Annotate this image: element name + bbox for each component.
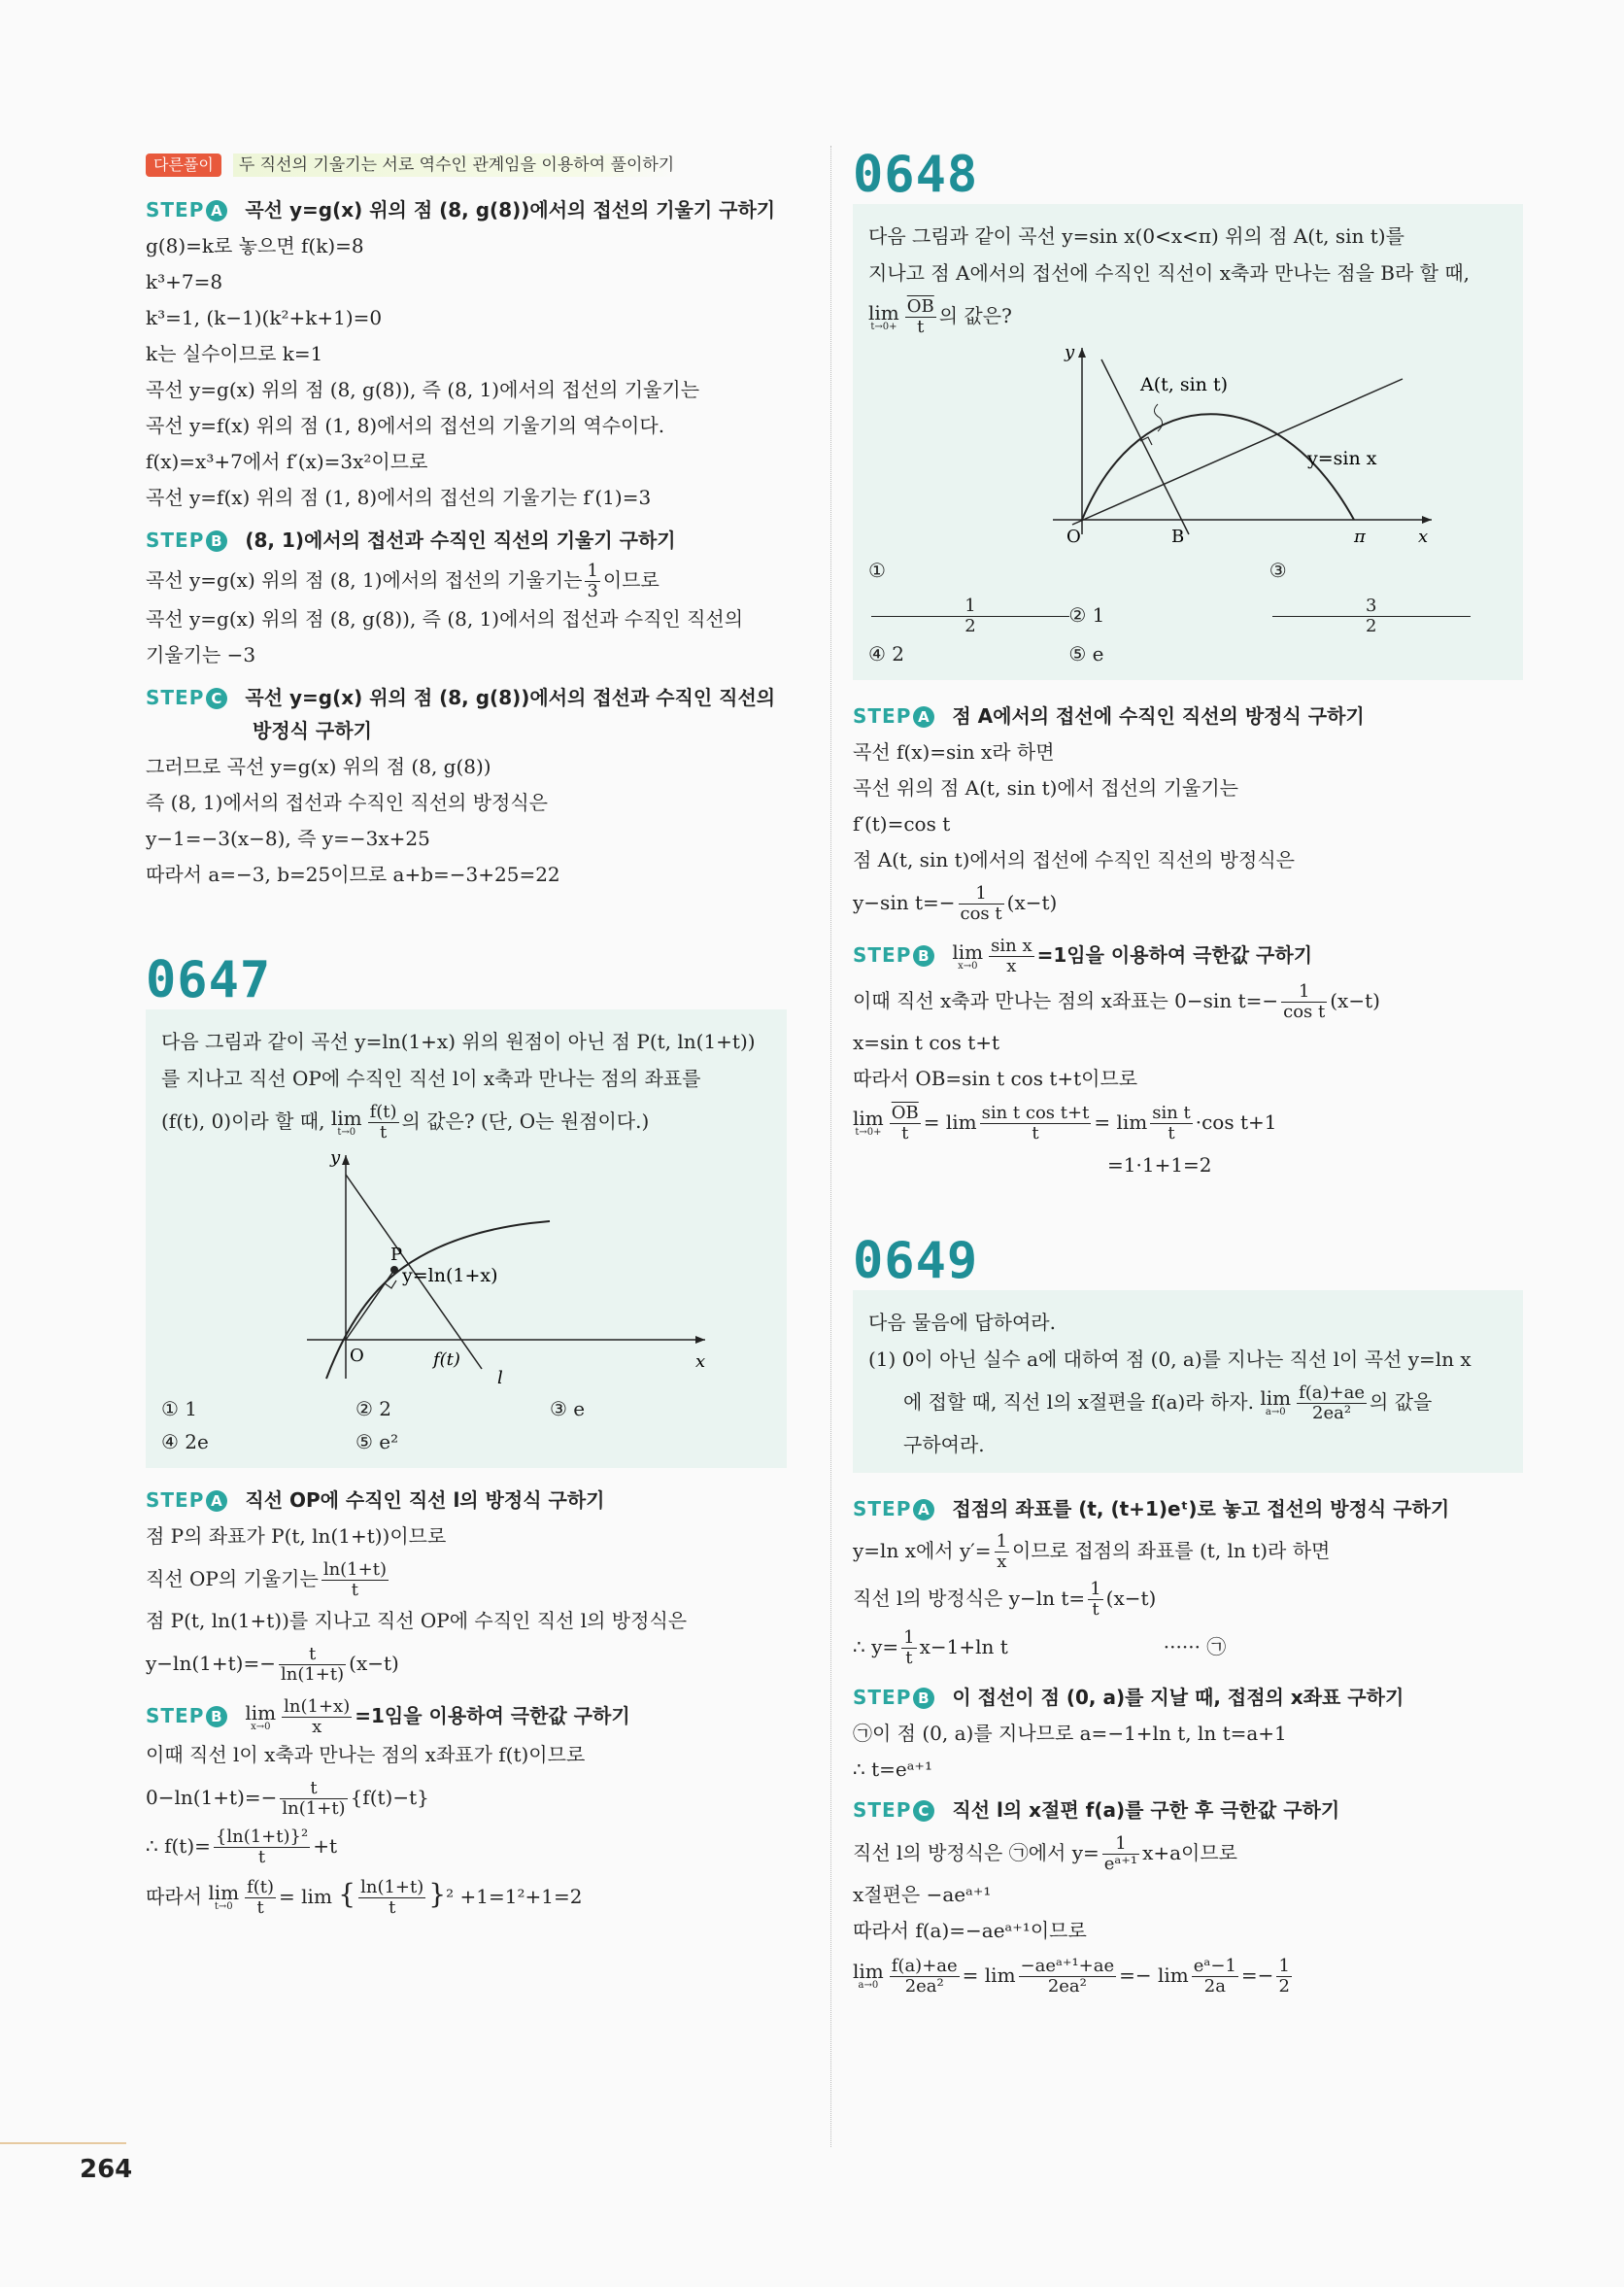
alt-solution-title: 두 직선의 기울기는 서로 역수인 관계임을 이용하여 풀이하기 (233, 154, 680, 177)
pi-label: π (1354, 527, 1366, 544)
choice[interactable]: ④ 2 (868, 642, 905, 666)
step-c-heading: STEP C 직선 l의 x절편 f(a)를 구한 후 극한값 구하기 (853, 1797, 1340, 1822)
problem-box-0649 (853, 1290, 1523, 1473)
solution-line: 따라서 a=−3, b=25이므로 a+b=−3+25=22 (146, 863, 560, 886)
problem-number-0648: 0648 (853, 146, 979, 204)
solution-line: 곡선 f(x)=sin x라 하면 (853, 740, 1055, 764)
solution-line: 점 P(t, ln(1+t))를 지나고 직선 OP에 수직인 직선 l의 방정식은 (146, 1609, 688, 1632)
solution-line: ㉠이 점 (0, a)를 지나므로 a=−1+ln t, ln t=a+1 (853, 1721, 1287, 1745)
graph-0648 (1033, 340, 1441, 544)
left-column (146, 146, 787, 1921)
solution-line: 곡선 y=g(x) 위의 점 (8, 1)에서의 접선의 기울기는 $\frac{1}{3}$ 이므로 (146, 561, 660, 601)
p-label: P (390, 1245, 403, 1265)
problem-box-0648 (853, 204, 1523, 680)
y-label: y (1065, 342, 1075, 362)
solution-line: f′(t)=cos t (853, 812, 951, 836)
alt-solution-header (146, 146, 787, 184)
solution-line: 곡선 위의 점 A(t, sin t)에서 접선의 기울기는 (853, 776, 1239, 800)
l-label: l (497, 1368, 503, 1388)
choice[interactable]: ⑤ e² (355, 1430, 399, 1453)
solution-line: x절편은 −aeᵃ⁺¹ (853, 1882, 992, 1906)
choice[interactable]: ② 1 (1068, 603, 1105, 627)
solution-line: 곡선 y=f(x) 위의 점 (1, 8)에서의 접선의 기울기의 역수이다. (146, 414, 665, 437)
ft-label: f(t) (433, 1349, 460, 1370)
solution-line: k³+7=8 (146, 270, 223, 293)
b-label: B (1171, 527, 1185, 544)
solution-line: y−sin t=− $\frac{1}{\text{cos t}}$ (x−t) (853, 883, 1058, 924)
choices-0647 (161, 1392, 771, 1458)
choice[interactable]: ③ e (550, 1397, 586, 1420)
step-a-heading: STEP A 접점의 좌표를 (t, (t+1)eᵗ)로 놓고 접선의 방정식 구하기 (853, 1496, 1450, 1520)
solution-line: 직선 l의 방정식은 ㉠에서 y= $\frac{1}{\text{eᵃ⁺¹}}$ x+a이므로 (853, 1833, 1237, 1874)
a-label: A(t, sin t) (1140, 374, 1228, 395)
solution-line: lim a→0 $\frac{f(a)+ae}{\text{2ea²}}$ = lim $\frac{\text{−aeᵃ⁺¹+ae}}{\text{2ea²}}$ =− lim $\frac{\text{eᵃ−1}}{2a}$ =− $\frac{1}{2}$ (853, 1956, 1290, 1997)
solution-line: 따라서 lim t→0 $\frac{f(t)}{t}$ = lim { $\frac{\ln(1+t)}{t}$ }² +1=1²+1=2 (146, 1877, 583, 1918)
choice[interactable]: ③ $\frac{3}{2}$ (1269, 548, 1464, 637)
graph-0647 (288, 1145, 715, 1388)
solution-line: =1·1+1=2 (1107, 1152, 1212, 1177)
question-line: 다음 그림과 같이 곡선 y=sin x(0<x<π) 위의 점 A(t, sin t)를 (868, 224, 1404, 248)
solution-line: 점 P의 좌표가 P(t, ln(1+t))이므로 (146, 1524, 447, 1548)
question-line: (f(t), 0)이라 할 때, lim t→0 $\frac{f(t)}{t}$ 의 값은? (단, O는 원점이다.) (161, 1102, 650, 1143)
solution-line: 그러므로 곡선 y=g(x) 위의 점 (8, g(8)) (146, 755, 491, 778)
solution-line: 직선 l의 방정식은 y−ln t= $\frac{1}{t}$ (x−t) (853, 1579, 1157, 1620)
step-b-heading: STEP B lim x→0 $\frac{\ln(1+x)}{x}$ =1임을 이용하여 극한값 구하기 (146, 1696, 630, 1737)
solution-line: f(x)=x³+7에서 f′(x)=3x²이므로 (146, 450, 428, 473)
question-line: 다음 물음에 답하여라. (868, 1310, 1056, 1334)
question-line: 에 접할 때, 직선 l의 x절편을 f(a)라 하자. lim a→0 $\frac{f(a)+ae}{\text{2ea²}}$ 의 값을 (903, 1382, 1433, 1423)
segment-op (346, 1270, 394, 1340)
x-label: x (695, 1351, 706, 1372)
step-a-heading: STEP A 곡선 y=g(x) 위의 점 (8, g(8))에서의 접선의 기울기 구하기 (146, 198, 776, 222)
page-number: 264 (80, 2155, 133, 2184)
solution-line: 점 A(t, sin t)에서의 접선에 수직인 직선의 방정식은 (853, 848, 1295, 871)
right-column (853, 146, 1523, 2001)
solution-line: x=sin t cos t+t (853, 1030, 1000, 1054)
solution-line: 0−ln(1+t)=− $\frac{t}{\ln(1+t)}$ {f(t)−t} (146, 1778, 429, 1819)
solution-line: y=ln x에서 y′= $\frac{1}{x}$ 이므로 접점의 좌표를 (t, ln t)라 하면 (853, 1531, 1331, 1572)
solution-line: ∴ t=eᵃ⁺¹ (853, 1757, 933, 1781)
solution-line: 곡선 y=g(x) 위의 점 (8, g(8)), 즉 (8, 1)에서의 접선의 기울기는 (146, 378, 700, 401)
alt-solution-badge: 다른풀이 (146, 154, 221, 177)
solution-line: 따라서 f(a)=−aeᵃ⁺¹이므로 (853, 1918, 1087, 1942)
solution-line: 기울기는 −3 (146, 643, 256, 666)
y-label: y (330, 1147, 341, 1168)
problem-number-0649: 0649 (853, 1231, 979, 1290)
origin-label: O (1066, 527, 1081, 544)
step-a-heading: STEP A 점 A에서의 접선에 수직인 직선의 방정식 구하기 (853, 704, 1365, 728)
x-label: x (1418, 527, 1429, 544)
solution-line: ∴ y= $\frac{1}{t}$ x−1+ln t ······ ㉠ (853, 1627, 1227, 1668)
solution-line: 직선 OP의 기울기는 $\frac{\ln(1+t)}{t}$ (146, 1559, 387, 1600)
solution-line: ∴ f(t)= $\frac{\text{\{ln(1+t)\}²}}{t}$ +t (146, 1826, 337, 1867)
step-c-heading: STEP C 곡선 y=g(x) 위의 점 (8, g(8))에서의 접선과 수직인 직선의 (146, 686, 776, 709)
choice[interactable]: ⑤ e (1068, 642, 1104, 666)
solution-line: 곡선 y=g(x) 위의 점 (8, g(8)), 즉 (8, 1)에서의 접선과 수직인 직선의 (146, 607, 744, 631)
question-line: lim t→0+ $\frac{\overline{OB}}{t}$ 의 값은? (868, 296, 1012, 337)
question-line: 구하여라. (903, 1432, 985, 1456)
page-footer-rule (0, 2142, 126, 2144)
question-line: (1) 0이 아닌 실수 a에 대하여 점 (0, a)를 지나는 직선 l이 곡선 y=ln x (868, 1347, 1472, 1371)
solution-line: 즉 (8, 1)에서의 접선과 수직인 직선의 방정식은 (146, 791, 548, 814)
solution-line: 이때 직선 l이 x축과 만나는 점의 x좌표가 f(t)이므로 (146, 1742, 586, 1766)
step-c-heading-cont: 방정식 구하기 (253, 719, 372, 742)
solution-line: y−1=−3(x−8), 즉 y=−3x+25 (146, 827, 430, 850)
column-divider (830, 146, 831, 2147)
problem-box-0647 (146, 1009, 787, 1468)
solution-line: lim t→0+ $\frac{\overline{OB}}{t}$ = lim $\frac{\text{sin t cos t+t}}{t}$ = lim $\frac{\text{sin t}}{t}$ ·cos t+1 (853, 1103, 1277, 1144)
solution-line: y−ln(1+t)=− $\frac{t}{\ln(1+t)}$ (x−t) (146, 1644, 399, 1685)
choice[interactable]: ④ 2e (161, 1430, 209, 1453)
choice[interactable]: ① $\frac{1}{2}$ (868, 548, 1063, 637)
origin-label: O (350, 1346, 364, 1366)
solution-line: g(8)=k로 놓으면 f(k)=8 (146, 234, 364, 257)
solution-line: k는 실수이므로 k=1 (146, 342, 323, 365)
step-b-heading: STEP B lim x→0 $\frac{\text{sin x}}{x}$ =1임을 이용하여 극한값 구하기 (853, 936, 1313, 976)
solution-line: 따라서 OB=sin t cos t+t이므로 (853, 1066, 1138, 1090)
problem-number-0647: 0647 (146, 951, 272, 1009)
step-b-heading: STEP B (8, 1)에서의 접선과 수직인 직선의 기울기 구하기 (146, 529, 676, 552)
choice[interactable]: ② 2 (355, 1397, 392, 1420)
solution-line: 이때 직선 x축과 만나는 점의 x좌표는 0−sin t=− $\frac{1}{\text{cos t}}$ (x−t) (853, 981, 1380, 1022)
question-line: 를 지나고 직선 OP에 수직인 직선 l이 x축과 만나는 점의 좌표를 (161, 1067, 701, 1090)
curve-label: y=sin x (1307, 448, 1377, 469)
solution-line: 곡선 y=f(x) 위의 점 (1, 8)에서의 접선의 기울기는 f′(1)=3 (146, 486, 652, 509)
choice[interactable]: ① 1 (161, 1397, 198, 1420)
choices-0648 (868, 548, 1507, 670)
solution-line: k³=1, (k−1)(k²+k+1)=0 (146, 306, 383, 329)
step-b-heading: STEP B 이 접선이 점 (0, a)를 지날 때, 접점의 x좌표 구하기 (853, 1685, 1404, 1709)
point-p (390, 1266, 398, 1274)
curve-label: y=ln(1+x) (402, 1265, 498, 1286)
question-line: 다음 그림과 같이 곡선 y=ln(1+x) 위의 원점이 아닌 점 P(t, ln(1+t)) (161, 1030, 756, 1053)
step-a-heading: STEP A 직선 OP에 수직인 직선 l의 방정식 구하기 (146, 1488, 605, 1512)
question-line: 지나고 점 A에서의 접선에 수직인 직선이 x축과 만나는 점을 B라 할 때, (868, 261, 1471, 285)
